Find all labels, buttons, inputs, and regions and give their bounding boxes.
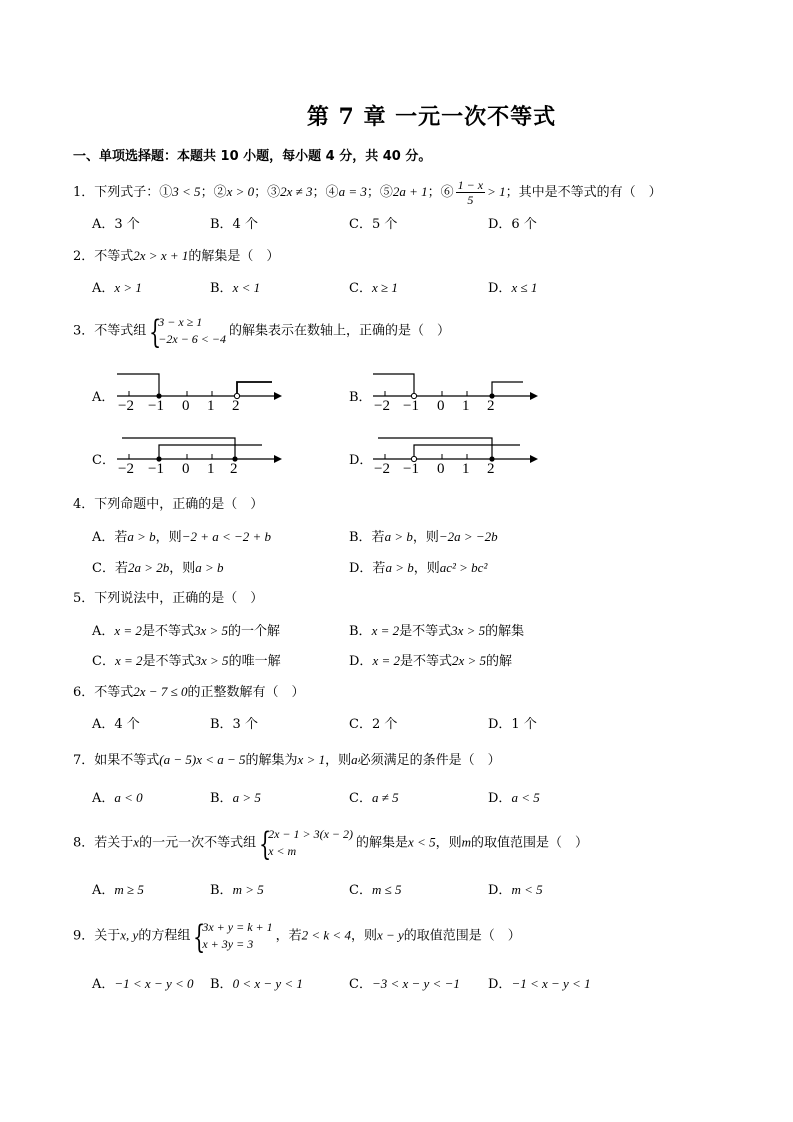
q6-option-a[interactable]: A．4 个	[92, 717, 140, 732]
question-2-stem	[73, 246, 279, 267]
page-title: 第 7 章 一元一次不等式	[306, 104, 557, 130]
option-expr: x ≤ 1	[511, 280, 538, 295]
tick-label: 1	[207, 398, 215, 414]
option-expr: −3 < x − y < −1	[371, 976, 460, 991]
option-expr: x > 1	[114, 280, 142, 295]
q9-text: ，则	[350, 928, 377, 944]
tick-label: 0	[182, 461, 190, 477]
q4-option-b[interactable]	[349, 527, 498, 548]
tick-label: −1	[148, 461, 164, 477]
q9-text: 9．关于	[73, 928, 121, 944]
q1-expr-4: a = 3	[338, 184, 367, 199]
q9-text: ，若	[275, 928, 302, 944]
option-text: 是不等式	[399, 654, 452, 669]
q6-option-b[interactable]: B．3 个	[210, 717, 258, 732]
system-row: x < m	[268, 844, 297, 858]
option-expr: x = 2	[114, 623, 142, 638]
question-9-stem	[73, 918, 521, 956]
q7-expr: (a − 5)x < a − 5	[159, 752, 246, 767]
brace: {	[193, 918, 206, 956]
option-text: 是不等式	[399, 624, 452, 639]
question-6-stem	[73, 682, 304, 703]
option-label: D．	[349, 654, 373, 669]
q6-text: 6．不等式	[73, 685, 134, 700]
q8-expr: m	[461, 834, 471, 850]
q4-option-d[interactable]	[349, 558, 487, 579]
tick-label: −1	[403, 398, 419, 414]
q3-option-a[interactable]: A．	[92, 390, 115, 405]
tick-label: 0	[437, 398, 445, 414]
option-expr: −1 < x − y < 1	[511, 976, 591, 991]
q9-text: 的取值范围是（ ）	[403, 928, 521, 944]
option-label: C．	[349, 883, 372, 898]
q1-option-a[interactable]: A．3 个	[92, 217, 140, 232]
option-text: 的解集	[485, 624, 525, 639]
q8-text: 的一元一次不等式组	[139, 835, 257, 851]
q9-option-a[interactable]	[92, 974, 194, 995]
q1-option-c[interactable]: C．5 个	[349, 217, 398, 232]
q1-text: ；③	[254, 185, 281, 200]
q2-expr: 2x > x + 1	[133, 248, 189, 263]
option-expr: a ≠ 5	[371, 790, 399, 805]
q8-option-a[interactable]	[92, 880, 144, 901]
q9-option-b[interactable]	[210, 974, 303, 995]
q1-text: ；⑥	[427, 185, 454, 200]
q8-text: 8．若关于	[73, 835, 134, 851]
option-label: C．	[349, 791, 372, 806]
option-label: C．若	[92, 561, 128, 576]
option-label: A．	[92, 883, 115, 898]
section-heading: 一、单项选择题：本题共 10 小题，每小题 4 分，共 40 分。	[73, 149, 432, 164]
q1-expr-2: x > 0	[226, 184, 255, 199]
option-label: B．若	[349, 530, 385, 545]
system-row: x + 3y = 3	[202, 937, 254, 951]
option-label: D．	[488, 883, 512, 898]
q3-numberline-b	[368, 368, 538, 418]
q8-text: 的解集是	[356, 835, 409, 851]
q8-option-d[interactable]	[488, 880, 543, 901]
q7-expr: x > 1	[297, 752, 326, 767]
q9-text: 的方程组	[138, 928, 191, 944]
q1-expr-6: > 1	[487, 184, 506, 199]
option-label: A．	[92, 791, 115, 806]
q1-text: ；④	[312, 185, 339, 200]
q5-option-a[interactable]	[92, 621, 280, 642]
option-expr: x = 2	[372, 653, 400, 668]
q9-expr: x − y	[376, 927, 404, 943]
tick-label: 1	[207, 461, 215, 477]
system-row: 3 − x ≥ 1	[158, 315, 203, 329]
q2-option-d[interactable]	[488, 278, 537, 299]
q2-text: 的解集是（ ）	[188, 249, 280, 264]
q4-option-a[interactable]	[92, 527, 271, 548]
tick-label: −2	[118, 461, 134, 477]
option-expr: a < 5	[511, 790, 540, 805]
q1-text: ；⑤	[366, 185, 393, 200]
tick-label: 2	[232, 398, 240, 414]
option-text: 是不等式	[142, 654, 195, 669]
q9-expr: x, y	[120, 927, 139, 943]
option-expr: a > b	[384, 529, 413, 544]
q6-option-c[interactable]: C．2 个	[349, 717, 398, 732]
option-label: D．	[488, 791, 512, 806]
q5-option-d[interactable]	[349, 651, 512, 672]
system-row: 3x + y = k + 1	[202, 920, 273, 934]
q7-option-d[interactable]	[488, 788, 540, 809]
q7-expr: a	[351, 752, 358, 767]
option-expr: a > b	[195, 560, 224, 575]
q1-option-d[interactable]: D．6 个	[488, 217, 537, 232]
q7-text: 的解集为	[245, 753, 298, 768]
q6-expr: 2x − 7 ≤ 0	[133, 684, 188, 699]
q8-text: ，则	[435, 835, 462, 851]
option-label: A．	[92, 977, 115, 992]
tick-label: −2	[374, 461, 390, 477]
option-expr: a > 5	[232, 790, 261, 805]
q9-expr: 2 < k < 4	[301, 927, 351, 943]
q8-expr: x	[133, 834, 140, 850]
q3-option-c[interactable]: C．	[92, 453, 115, 468]
q8-option-b[interactable]	[210, 880, 264, 901]
q7-text: ，则	[325, 753, 352, 768]
q5-option-b[interactable]	[349, 621, 524, 642]
option-expr: m ≥ 5	[114, 882, 144, 897]
q8-option-c[interactable]	[349, 880, 401, 901]
q3-option-b[interactable]: B．	[349, 390, 372, 405]
option-label: B．	[349, 624, 372, 639]
tick-label: 0	[437, 461, 445, 477]
option-expr: m ≤ 5	[371, 882, 402, 897]
tick-label: −1	[148, 398, 164, 414]
option-expr: −1 < x − y < 0	[114, 976, 194, 991]
option-text: ，则	[412, 530, 439, 545]
tick-label: 1	[462, 398, 470, 414]
option-expr: 3x > 5	[194, 653, 229, 668]
tick-label: 0	[182, 398, 190, 414]
q1-text: 1．下列式子：①	[73, 185, 173, 200]
q8-text: 的取值范围是（ ）	[470, 835, 588, 851]
option-expr: x ≥ 1	[371, 280, 398, 295]
q2-option-c[interactable]	[349, 278, 398, 299]
q2-option-b[interactable]	[210, 278, 260, 299]
q3-system	[149, 313, 226, 351]
q1-expr-1: 3 < 5	[172, 184, 201, 199]
option-expr: x = 2	[114, 653, 143, 668]
option-label: A．若	[92, 530, 128, 545]
option-label: C．	[349, 281, 372, 296]
question-7-stem	[73, 750, 501, 771]
brace: {	[259, 825, 272, 863]
q2-text: 2．不等式	[73, 249, 134, 264]
option-label: D．	[488, 977, 512, 992]
option-text: ，则	[169, 561, 196, 576]
option-expr: −2 + a < −2 + b	[181, 529, 272, 544]
option-text: 的唯一解	[228, 654, 281, 669]
option-label: D．若	[349, 561, 386, 576]
option-label: D．	[488, 281, 512, 296]
option-expr: 3x > 5	[193, 623, 228, 638]
q9-option-c[interactable]	[349, 974, 460, 995]
q3-option-d[interactable]: D．	[349, 453, 373, 468]
question-8-stem	[73, 825, 588, 863]
tick-label: 2	[230, 461, 238, 477]
option-expr: 3x > 5	[451, 623, 486, 638]
option-label: C．	[92, 654, 115, 669]
option-label: B．	[210, 977, 233, 992]
q3-text: 的解集表示在数轴上，正确的是（ ）	[229, 323, 451, 339]
q3-numberline-a	[112, 368, 282, 418]
q1-option-b[interactable]: B．4 个	[210, 217, 258, 232]
option-text: 是不等式	[141, 624, 194, 639]
option-label: C．	[349, 977, 372, 992]
option-label: A．	[92, 624, 115, 639]
q1-expr-3: 2x ≠ 3	[280, 184, 313, 199]
option-expr: ac² > bc²	[439, 560, 488, 575]
option-expr: 0 < x − y < 1	[232, 976, 303, 991]
tick-label: −2	[118, 398, 134, 414]
option-label: A．	[92, 281, 115, 296]
option-expr: 2x > 5	[452, 653, 487, 668]
q1-text: ；②	[200, 185, 227, 200]
option-text: 的解	[486, 654, 513, 669]
option-expr: 2a > 2b	[127, 560, 170, 575]
tick-label: 1	[462, 461, 470, 477]
q4-option-c[interactable]	[92, 558, 224, 579]
option-expr: x = 2	[371, 623, 400, 638]
question-1-stem	[73, 178, 662, 207]
tick-label: −2	[374, 398, 390, 414]
q6-option-d[interactable]: D．1 个	[488, 717, 537, 732]
question-5-stem: 5．下列说法中，正确的是（ ）	[73, 591, 264, 606]
q7-option-b[interactable]	[210, 788, 261, 809]
option-expr: a < 0	[114, 790, 143, 805]
q1-text: ；其中是不等式的有（ ）	[505, 185, 662, 200]
option-text: ，则	[155, 530, 182, 545]
option-expr: x < 1	[232, 280, 261, 295]
option-expr: m < 5	[511, 882, 543, 897]
q1-expr-5: 2a + 1	[392, 184, 428, 199]
fraction-denominator: 5	[467, 193, 474, 207]
system-row: −2x − 6 < −4	[158, 332, 226, 346]
q7-text: 必须满足的条件是（ ）	[357, 753, 501, 768]
q9-option-d[interactable]	[488, 974, 591, 995]
tick-label: −1	[403, 461, 419, 477]
q3-text: 3．不等式组	[73, 323, 147, 339]
option-label: B．	[210, 791, 233, 806]
option-expr: −2a > −2b	[438, 529, 498, 544]
q7-option-a[interactable]	[92, 788, 143, 809]
option-expr: a > b	[385, 560, 414, 575]
q9-system	[193, 918, 273, 956]
q6-text: 的正整数解有（ ）	[187, 685, 305, 700]
option-expr: a > b	[127, 529, 156, 544]
option-label: B．	[210, 281, 233, 296]
tick-label: 2	[487, 398, 495, 414]
q5-option-c[interactable]	[92, 651, 281, 672]
q7-option-c[interactable]	[349, 788, 399, 809]
system-row: 2x − 1 > 3(x − 2)	[268, 827, 354, 841]
option-label: B．	[210, 883, 233, 898]
option-text: 的一个解	[228, 624, 281, 639]
q3-numberline-d	[368, 432, 538, 482]
brace: {	[149, 313, 162, 351]
fraction-numerator: 1 − x	[457, 178, 484, 192]
q1-fraction	[456, 178, 485, 207]
option-expr: m > 5	[232, 882, 264, 897]
q7-text: 7．如果不等式	[73, 753, 160, 768]
q3-numberline-c	[112, 432, 282, 482]
q2-option-a[interactable]	[92, 278, 142, 299]
question-3-stem	[73, 313, 451, 351]
tick-label: 2	[487, 461, 495, 477]
question-4-stem: 4．下列命题中，正确的是（ ）	[73, 497, 264, 512]
q8-system	[259, 825, 354, 863]
option-text: ，则	[413, 561, 440, 576]
q8-expr: x < 5	[408, 834, 436, 850]
